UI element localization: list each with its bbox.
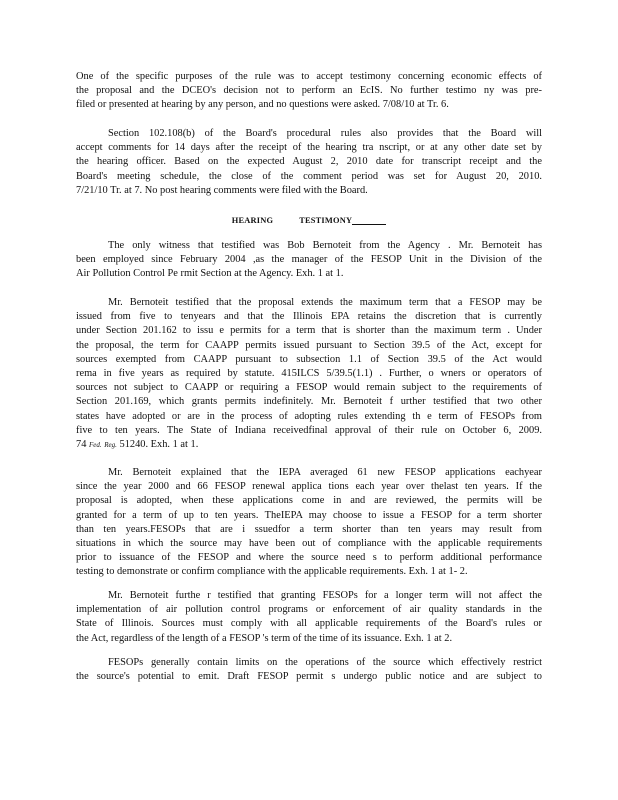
text-line: the hearing officer. Based on the expected August 2, 2010 date for transcript receipt and the: [76, 156, 542, 168]
text-line: One of the specific purposes of the rule was to accept testimony concerning economic effects of: [76, 71, 542, 82]
heading-underline: [352, 215, 386, 225]
text-line: states have adopted or are in the process of adopting rules extending th e term of FESOPs from: [76, 410, 542, 422]
paragraph-applications: [76, 466, 542, 580]
text-line: The only witness that testified was Bob Bernoteit from the Agency . Mr. Bernoteit has: [108, 240, 542, 251]
paragraph-fesop-limits: [76, 656, 542, 684]
text-line: Section 102.108(b) of the Board's procedural rules also provides that the Board will: [108, 128, 542, 139]
section-heading: [0, 215, 618, 225]
text-line: sources exempted from CAAPP pursuant to subsection 1.1 of Section 39.5 of the Act would: [76, 353, 542, 365]
text-line: the proposal, the term for CAAPP permits issued pursuant to Section 39.5 of the Act, except for: [76, 339, 542, 351]
citation-volume: 74: [76, 439, 87, 451]
text-line: Board's meeting schedule, the close of the comment period was set for August 20, 2010.: [76, 170, 542, 182]
text-line: the source's potential to emit. Draft FESOP permit s undergo public notice and are subject to: [76, 671, 542, 683]
text-line: 7/21/10 Tr. at 7. No post hearing comments were filed with the Board.: [76, 184, 368, 196]
text-line: FESOPs generally contain limits on the operations of the source which effectively restrict: [108, 657, 542, 668]
text-line: issued from five to tenyears and that the Illinois EPA retains the discretion that is currently: [76, 311, 542, 323]
text-line: situations in which the source may have been out of compliance with the applicable requirements: [76, 538, 542, 550]
text-line: under Section 201.162 to issu e permits for a term that is shorter than the maximum term . Under: [76, 325, 542, 337]
citation-fed: Fed.: [89, 441, 102, 450]
text-line: rema in five years as required by statute. 415ILCS 5/39.5(1.1) . Further, o wners or operators of: [76, 368, 542, 380]
citation-line: [76, 438, 542, 452]
text-line: Mr. Bernoteit testified that the proposal extends the maximum term that a FESOP may be: [108, 297, 542, 308]
text-line: than ten years.FESOPs that are i ssuedfor a term shorter than ten years may result from: [76, 523, 542, 535]
heading-word: TESTIMONY: [299, 216, 353, 225]
text-line: granted for a term of up to ten years. TheIEPA may choose to issue a FESOP for a term shorter: [76, 509, 542, 521]
text-line: testing to demonstrate or confirm compliance with the applicable requirements. Exh. 1 at 1- 2.: [76, 566, 468, 578]
citation-rest: 51240. Exh. 1 at 1.: [119, 439, 199, 451]
text-line: State of Illinois. Sources must comply with all applicable requirements of the Board's rules or: [76, 618, 542, 630]
text-line: been employed since February 2004 ,as the manager of the FESOP Unit in the Division of the: [76, 254, 542, 266]
text-line: Mr. Bernoteit explained that the IEPA averaged 61 new FESOP applications eachyear: [108, 467, 542, 478]
text-line: Mr. Bernoteit furthe r testified that granting FESOPs for a longer term will not affect the: [108, 590, 542, 601]
text-line: accept comments for 14 days after the receipt of the hearing tra nscript, or at any other date set by: [76, 142, 542, 154]
heading-word: HEARING: [231, 216, 274, 225]
text-line: filed or presented at hearing by any person, and no questions were asked. 7/08/10 at Tr. 6.: [76, 99, 449, 111]
text-line: Air Pollution Control Pe rmit Section at the Agency. Exh. 1 at 1.: [76, 268, 344, 280]
paragraph-economic-effects: [76, 70, 542, 113]
paragraph-witness: [76, 239, 542, 282]
citation-reg: Reg.: [104, 441, 117, 450]
text-line: the Act, regardless of the length of a FESOP 's term of the time of its issuance. Exh. 1 at 2.: [76, 632, 453, 644]
text-line: the proposal and the DCEO's decision not to perform an EcIS. No further testimo ny was pre-: [76, 85, 542, 97]
paragraph-implementation: [76, 589, 542, 646]
text-line: since the year 2000 and 66 FESOP renewal applica tions each year over thelast ten years. If the: [76, 481, 542, 493]
text-line: implementation of air pollution control programs or enforcement of air quality standards in the: [76, 604, 542, 616]
text-line: prior to issuance of the FESOP and where the source need s to perform additional performance: [76, 552, 542, 564]
text-line: five to ten years. The State of Indiana receivedfinal approval of their rule on October 6, 2009.: [76, 424, 542, 436]
paragraph-term-extension: [76, 296, 542, 452]
paragraph-comment-period: [76, 127, 542, 198]
text-line: proposal is adopted, when these applications come in and are reviewed, the permits will be: [76, 495, 542, 507]
text-line: sources not subject to CAAPP or requiring a FESOP would remain subject to the requirements of: [76, 382, 542, 394]
text-line: Section 201.169, which grants permits indefinitely. Mr. Bernoteit f urther testified that two other: [76, 396, 542, 408]
